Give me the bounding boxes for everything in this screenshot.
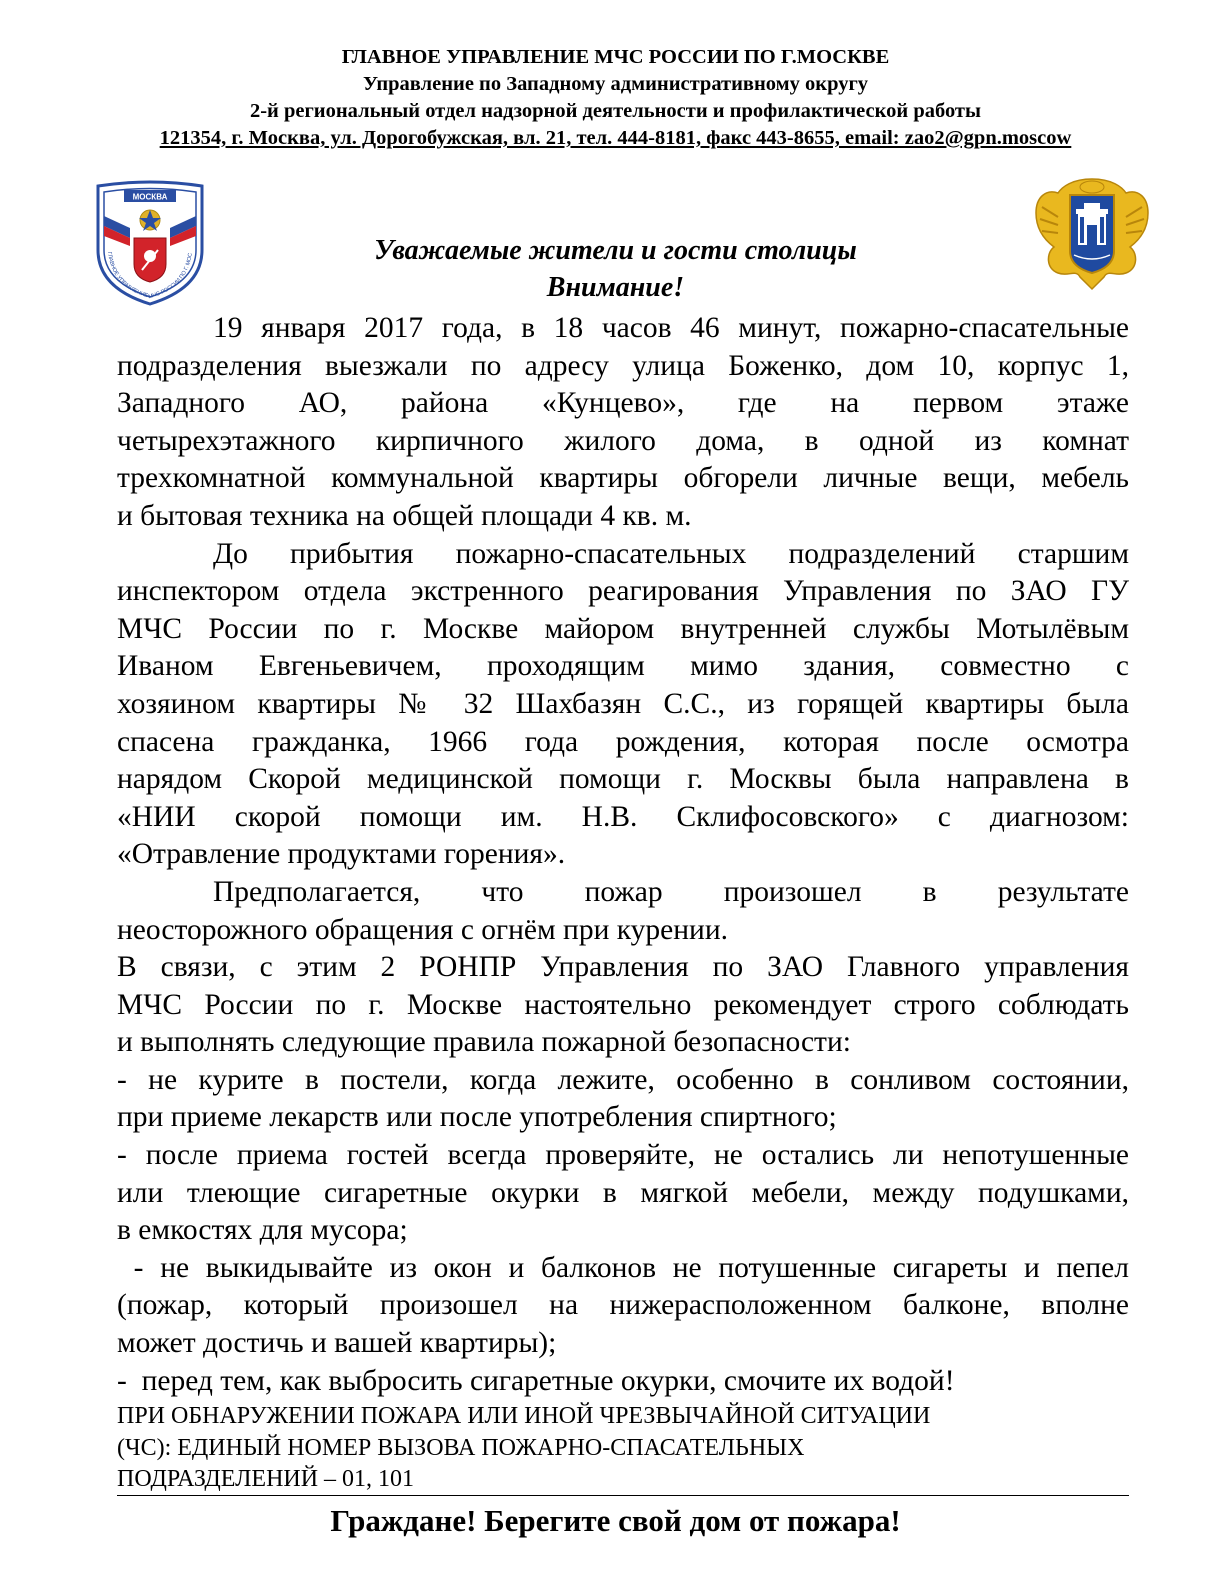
text-line: В связи, с этим 2 РОНПР Управления по ЗАО Главного управления bbox=[117, 951, 1129, 984]
text-line: (пожар, который произошел на нижерасположенном балконе, вполне bbox=[117, 1289, 1129, 1322]
divider bbox=[117, 1495, 1129, 1496]
document-body bbox=[117, 310, 1129, 1400]
text-line: МЧС России по г. Москве настоятельно рекомендует строго соблюдать bbox=[117, 988, 1129, 1021]
text-line: спасена гражданка, 1966 года рождения, которая после осмотра bbox=[117, 725, 1129, 758]
header-address: 121354, г. Москва, ул. Дорогобужская, вл. 21, тел. 444-8181, факс 443-8655, email: zao2@gpn.moscow bbox=[159, 127, 1072, 149]
text-line: До прибытия пожарно-спасательных подразделений старшим bbox=[213, 537, 1129, 570]
text-line: четырехэтажного кирпичного жилого дома, в одной из комнат bbox=[117, 424, 1129, 457]
greeting-line: Уважаемые жители и гости столицы bbox=[374, 235, 857, 266]
emergency-notice bbox=[117, 1401, 1129, 1496]
header-org-title: ГЛАВНОЕ УПРАВЛЕНИЕ МЧС РОССИИ ПО Г.МОСКВЕ bbox=[341, 46, 890, 68]
text-line: нарядом Скорой медицинской помощи г. Москвы была направлена в bbox=[117, 763, 1129, 796]
text-line: «НИИ скорой помощи им. Н.В. Склифосовского» с диагнозом: bbox=[117, 800, 1129, 833]
emergency-line: (ЧС): ЕДИНЫЙ НОМЕР ВЫЗОВА ПОЖАРНО-СПАСАТЕЛЬНЫХ bbox=[117, 1434, 805, 1461]
safety-rule-2 bbox=[117, 1137, 1129, 1250]
text-line: - перед тем, как выбросить сигаретные окурки, смочите их водой! bbox=[117, 1364, 955, 1397]
paragraph-incident bbox=[117, 310, 1129, 536]
text-line: в емкостях для мусора; bbox=[117, 1214, 408, 1247]
emergency-line: ПРИ ОБНАРУЖЕНИИ ПОЖАРА ИЛИ ИНОЙ ЧРЕЗВЫЧАЙНОЙ СИТУАЦИИ bbox=[117, 1403, 931, 1429]
paragraph-rescue bbox=[117, 536, 1129, 874]
footer-slogan: Граждане! Берегите свой дом от пожара! bbox=[330, 1503, 901, 1538]
text-line: 19 января 2017 года, в 18 часов 46 минут, пожарно-спасательные bbox=[213, 312, 1129, 344]
greeting bbox=[0, 232, 1231, 306]
text-line: МЧС России по г. Москве майором внутренней службы Мотылёвым bbox=[117, 612, 1129, 645]
safety-rule-4 bbox=[117, 1363, 1129, 1401]
emergency-line: ПОДРАЗДЕЛЕНИЙ – 01, 101 bbox=[117, 1466, 415, 1492]
document-header bbox=[0, 44, 1231, 152]
text-line: хозяином квартиры № 32 Шахбазян С.С., из горящей квартиры была bbox=[117, 687, 1129, 720]
text-line: «Отравление продуктами горения». bbox=[117, 838, 566, 871]
emblem-ring-text: ГЛАВНОЕ УПРАВЛЕНИЕ МЧС РОССИИ ПО Г. МОС bbox=[106, 251, 194, 301]
text-line: - после приема гостей всегда проверяйте, не остались ли непотушенные bbox=[117, 1139, 1129, 1172]
text-line: трехкомнатной коммунальной квартиры обгорели личные вещи, мебель bbox=[117, 462, 1129, 495]
text-line: и выполнять следующие правила пожарной безопасности: bbox=[117, 1026, 851, 1059]
text-line: Западного АО, района «Кунцево», где на первом этаже bbox=[117, 387, 1129, 420]
paragraph-cause bbox=[117, 874, 1129, 949]
text-line: и бытовая техника на общей площади 4 кв. м. bbox=[117, 499, 692, 532]
text-line: подразделения выезжали по адресу улица Боженко, дом 10, корпус 1, bbox=[117, 349, 1129, 382]
paragraph-recommendation bbox=[117, 949, 1129, 1062]
greeting-attention: Внимание! bbox=[546, 272, 685, 303]
text-line: или тлеющие сигаретные окурки в мягкой мебели, между подушками, bbox=[117, 1176, 1129, 1209]
emblem-top-text: МОСКВА bbox=[132, 192, 168, 202]
header-department: Управление по Западному административному округу bbox=[362, 73, 869, 95]
text-line: инспектором отдела экстренного реагирования Управления по ЗАО ГУ bbox=[117, 575, 1129, 608]
safety-rule-3 bbox=[117, 1250, 1129, 1363]
header-division: 2-й региональный отдел надзорной деятельности и профилактической работы bbox=[249, 100, 982, 122]
text-line: - не курите в постели, когда лежите, особенно в сонливом состоянии, bbox=[117, 1063, 1129, 1096]
text-line: при приеме лекарств или после употребления спиртного; bbox=[117, 1101, 837, 1134]
text-line: Иваном Евгеньевичем, проходящим мимо здания, совместно с bbox=[117, 650, 1129, 683]
text-line: неосторожного обращения с огнём при курении. bbox=[117, 913, 729, 946]
text-line: - не выкидывайте из окон и балконов не потушенные сигареты и пепел bbox=[117, 1251, 1129, 1284]
text-line: может достичь и вашей квартиры); bbox=[117, 1327, 557, 1360]
safety-rule-1 bbox=[117, 1062, 1129, 1137]
text-line: Предполагается, что пожар произошел в результате bbox=[213, 875, 1129, 908]
